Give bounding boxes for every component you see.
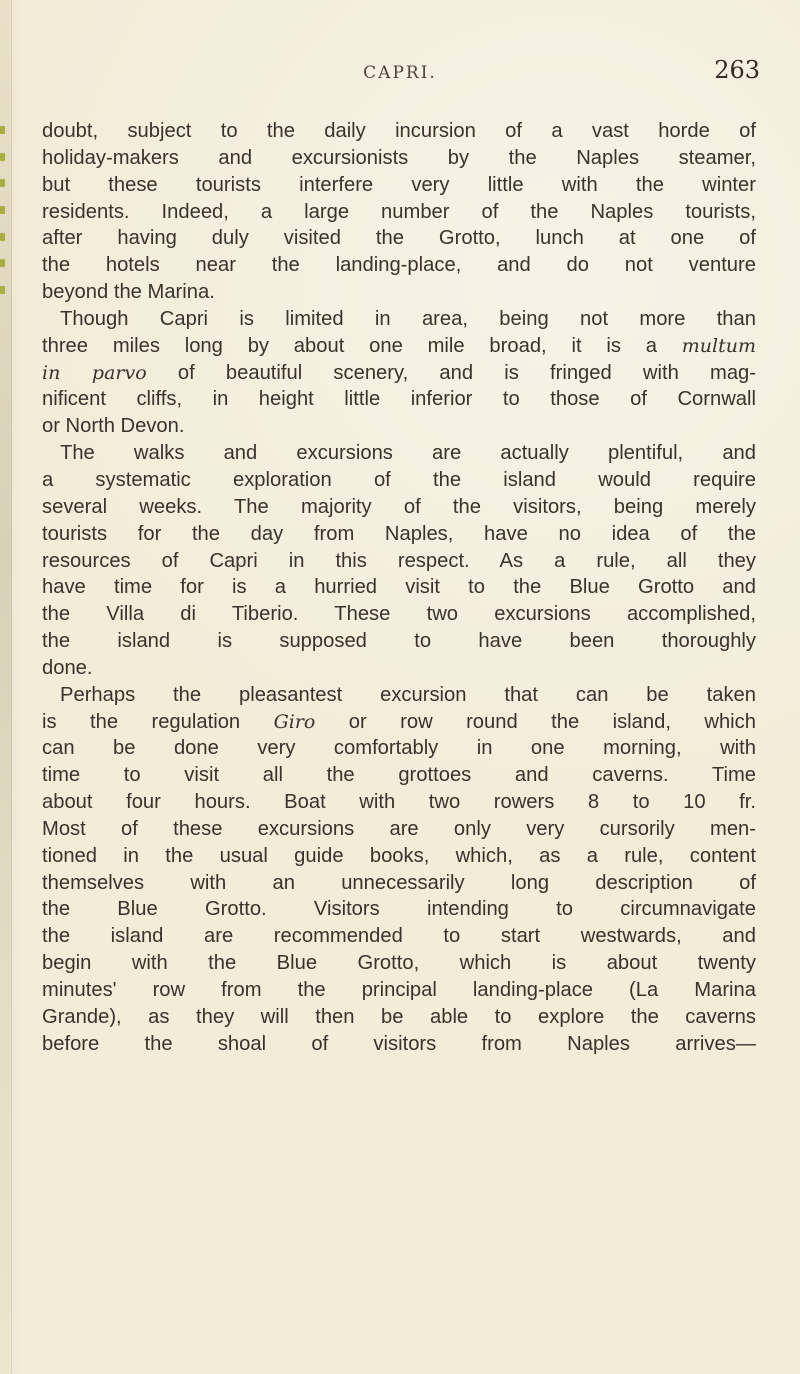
text-segment: of beautiful scenery, and is fringed with mag- bbox=[146, 361, 756, 384]
text-line: a systematic exploration of the island would require bbox=[42, 468, 756, 491]
text-line: the Blue Grotto. Visitors intending to circumnavigate bbox=[42, 898, 756, 921]
text-line: begin with the Blue Grotto, which is about twenty bbox=[42, 952, 756, 975]
text-line: resources of Capri in this respect. As a rule, all they bbox=[42, 549, 756, 572]
text-line: doubt, subject to the daily incursion of a vast horde of bbox=[42, 120, 756, 142]
gutter-mark bbox=[0, 286, 5, 294]
latin-phrase: in parvo bbox=[42, 361, 147, 384]
text-line: before the shoal of visitors from Naples arrives— bbox=[42, 1032, 756, 1055]
gutter-mark bbox=[0, 233, 5, 241]
page-gutter bbox=[0, 0, 12, 1374]
text-line: the island are recommended to start westwards, and bbox=[42, 925, 756, 948]
text-line-with-italic bbox=[42, 709, 756, 736]
page-header bbox=[40, 56, 760, 93]
gutter-mark bbox=[0, 126, 5, 134]
text-line: several weeks. The majority of the visitors, being merely bbox=[42, 495, 756, 518]
text-line: after having duly visited the Grotto, lunch at one of bbox=[42, 227, 756, 250]
text-line-with-italic bbox=[42, 333, 756, 360]
text-line: beyond the Marina. bbox=[42, 281, 215, 304]
page-number: 263 bbox=[714, 56, 760, 84]
text-line: have time for is a hurried visit to the Blue Grotto and bbox=[42, 576, 756, 599]
text-segment: or row round the island, which bbox=[315, 710, 756, 733]
text-line: The walks and excursions are actually plentiful, and bbox=[60, 442, 756, 465]
text-line: tourists for the day from Naples, have no idea of the bbox=[42, 522, 756, 545]
text-line: but these tourists interfere very little with the winter bbox=[42, 173, 756, 196]
text-line: Though Capri is limited in area, being not more than bbox=[60, 307, 756, 330]
latin-phrase: multum bbox=[681, 334, 756, 357]
text-segment: is the regulation bbox=[42, 710, 274, 733]
text-line: the hotels near the landing-place, and do not venture bbox=[42, 254, 756, 277]
text-line: time to visit all the grottoes and caverns. Time bbox=[42, 764, 756, 787]
text-line: the island is supposed to have been thoroughly bbox=[42, 630, 756, 653]
body-text bbox=[42, 118, 756, 1058]
text-line: Perhaps the pleasantest excursion that can be taken bbox=[60, 683, 756, 706]
text-line: Grande), as they will then be able to explore the caverns bbox=[42, 1005, 756, 1028]
text-line: the Villa di Tiberio. These two excursions accomplished, bbox=[42, 603, 756, 626]
running-title: CAPRI. bbox=[363, 63, 437, 83]
text-line: holiday-makers and excursionists by the Naples steamer, bbox=[42, 146, 756, 169]
gutter-mark bbox=[0, 206, 5, 214]
text-line: about four hours. Boat with two rowers 8 to 10 fr. bbox=[42, 791, 756, 814]
gutter-mark bbox=[0, 259, 5, 267]
text-line: minutes' row from the principal landing-place (La Marina bbox=[42, 979, 756, 1001]
text-line: can be done very comfortably in one morning, with bbox=[42, 737, 756, 760]
text-line: nificent cliffs, in height little inferior to those of Cornwall bbox=[42, 388, 756, 411]
text-line-with-italic bbox=[42, 360, 756, 387]
text-line: themselves with an unnecessarily long description of bbox=[42, 871, 756, 894]
text-line: done. bbox=[42, 656, 93, 679]
text-line: or North Devon. bbox=[42, 415, 185, 438]
text-line: tioned in the usual guide books, which, as a rule, content bbox=[42, 844, 756, 867]
text-line: Most of these excursions are only very cursorily men- bbox=[42, 817, 756, 840]
gutter-mark bbox=[0, 153, 5, 161]
text-line: residents. Indeed, a large number of the Naples tourists, bbox=[42, 200, 756, 223]
text-segment: three miles long by about one mile broad, it is a bbox=[42, 334, 682, 357]
gutter-mark bbox=[0, 179, 5, 187]
italic-term: Giro bbox=[273, 710, 316, 733]
